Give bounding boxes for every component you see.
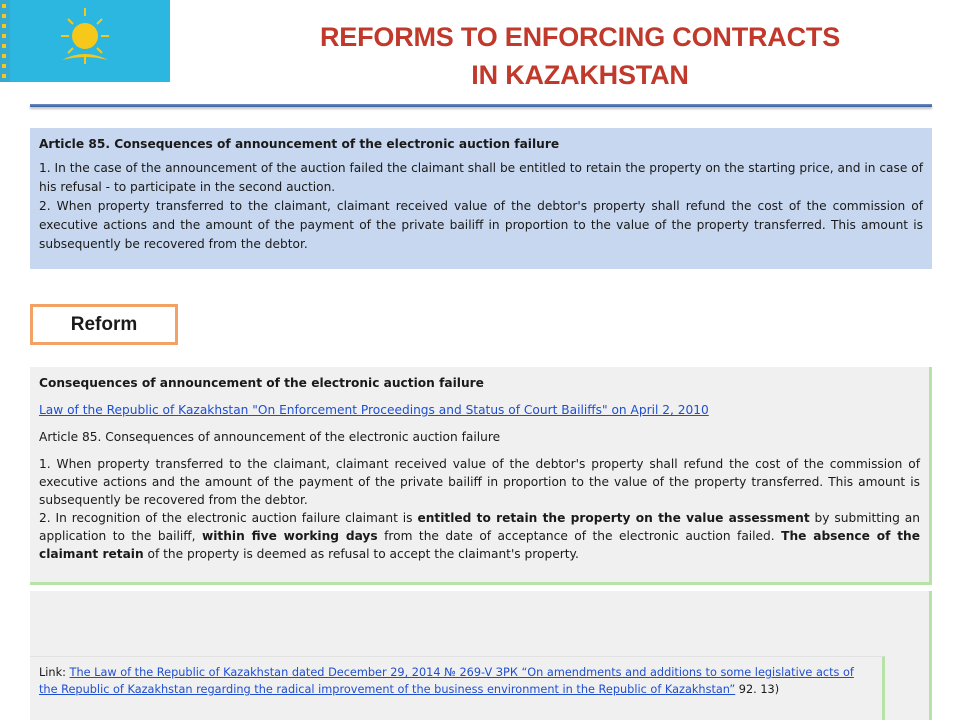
amendment-law-link[interactable]: The Law of the Republic of Kazakhstan dated December 29, 2014 № 269-V ЗРК “On amendments and additions to some legislative acts of the Republic of Kazakhstan regarding the radical improvement of the business environment in the Republic of Kazakhstan” (39, 666, 854, 696)
reform-label: Reform (30, 304, 178, 345)
current-paragraph-1: 1. In the case of the announcement of the auction failed the claimant shall be entitled to retain the property on the starting price, and in case of his refusal - to participate in the second auction. (39, 161, 923, 194)
reform-box (30, 367, 932, 585)
footer-suffix: 92. 13) (735, 683, 780, 696)
reform-para2-text-a: 2. In recognition of the electronic auction failure claimant is (39, 511, 418, 525)
footer-link-box (30, 656, 885, 720)
reform-para2-text-c: by submitting an application to the bailiff, (39, 511, 920, 543)
reform-para2-text-e: from the date of acceptance of the electronic auction failed. (377, 529, 782, 543)
title-line-2: IN KAZAKHSTAN (471, 60, 689, 90)
reform-paragraph-1: 1. When property transferred to the claimant, claimant received value of the debtor's property shall refund the cost of the commission of executive actions and the amount of the payment of the private bailiff in proportion to the value of the property transferred. This amount is subsequently be recovered from the debtor. (39, 457, 920, 507)
reform-paragraph-2 (39, 509, 920, 563)
footer-prefix: Link: (39, 666, 70, 679)
reform-heading: Consequences of announcement of the electronic auction failure (39, 376, 484, 390)
current-law-box (30, 128, 932, 269)
title-line-1: REFORMS TO ENFORCING CONTRACTS (320, 22, 840, 52)
current-article-heading: Article 85. Consequences of announcement of the electronic auction failure (39, 137, 560, 151)
reform-para2-bold-b: entitled to retain the property on the value assessment (417, 511, 810, 525)
reform-article-title: Article 85. Consequences of announcement of the electronic auction failure (39, 430, 501, 444)
current-paragraph-2: 2. When property transferred to the claimant, claimant received value of the debtor's property shall refund the cost of the commission of executive actions and the amount of the payment of the private bailiff in proportion to the value of the property transferred. This amount is subsequently be recovered from the debtor. (39, 199, 923, 251)
law-link[interactable]: Law of the Republic of Kazakhstan "On Enforcement Proceedings and Status of Court Bailiffs" on April 2, 2010 (39, 403, 709, 417)
title-divider (30, 104, 932, 107)
page-title (300, 18, 860, 94)
reform-para2-bold-d: within five working days (201, 529, 378, 543)
kazakhstan-flag (0, 0, 170, 82)
reform-para2-bold-f: The absence of the claimant retain (39, 529, 920, 561)
reform-para2-text-g: of the property is deemed as refusal to accept the claimant's property. (143, 547, 579, 561)
